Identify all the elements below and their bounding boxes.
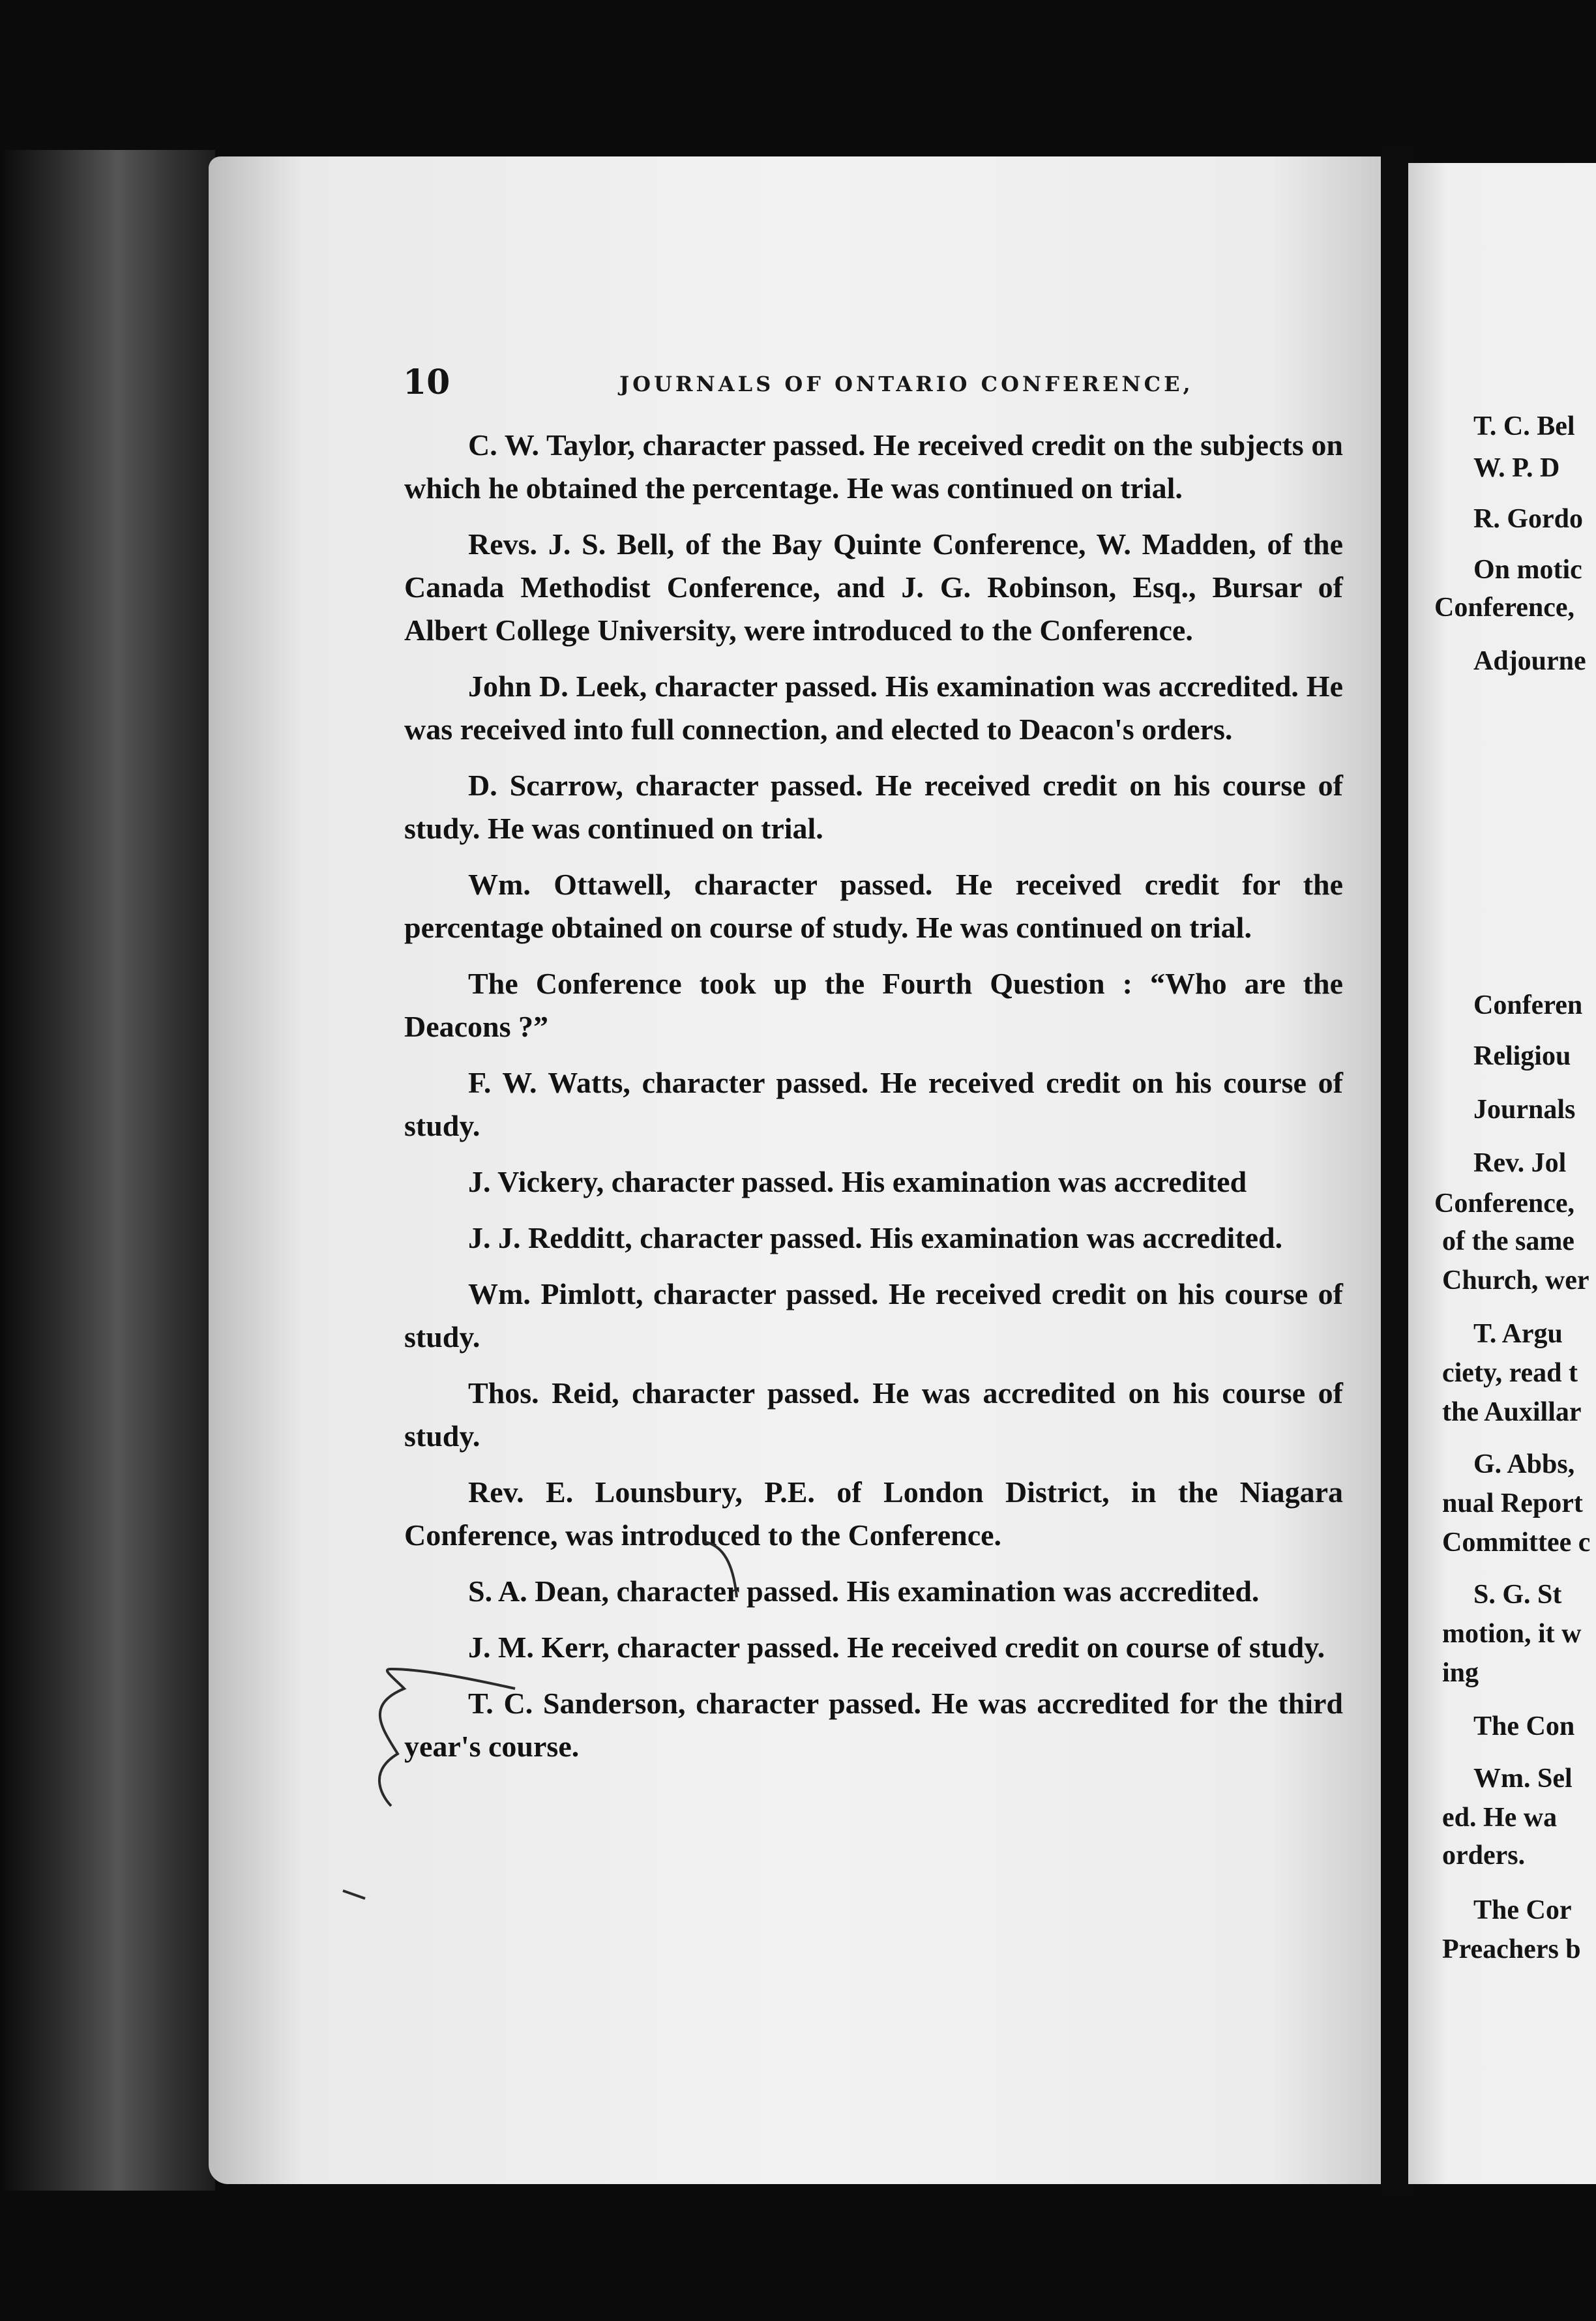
right-fragment: of the same — [1442, 1226, 1574, 1256]
right-fragment: R. Gordo — [1473, 504, 1583, 534]
right-fragment: ed. He wa — [1442, 1803, 1558, 1833]
paragraph: T. C. Sanderson, character passed. He was accredited for the third year's course. — [404, 1687, 1343, 1763]
right-fragment: G. Abbs, — [1473, 1449, 1575, 1479]
paragraph: J. M. Kerr, character passed. He received credit on course of study. — [468, 1631, 1325, 1664]
paragraph: S. A. Dean, character passed. His examination was accredited. — [468, 1574, 1260, 1608]
paragraph: D. Scarrow, character passed. He received credit on his course of study. He was continued on trial. — [404, 769, 1343, 845]
paragraph: The Conference took up the Fourth Question : “Who are the Deacons ?” — [404, 967, 1343, 1043]
running-header: JOURNALS OF ONTARIO CONFERENCE, — [619, 372, 1194, 396]
right-fragment: The Cor — [1473, 1895, 1572, 1925]
right-fragment: Conference, — [1434, 1189, 1574, 1219]
right-fragment: Preachers b — [1442, 1934, 1581, 1964]
book-spine — [0, 150, 215, 2191]
page-number: 10 — [403, 362, 451, 402]
right-fragment: On motic — [1473, 555, 1582, 585]
right-fragment: Church, wer — [1442, 1265, 1589, 1295]
paragraph: Wm. Pimlott, character passed. He received credit on his course of study. — [404, 1277, 1343, 1353]
paragraph: C. W. Taylor, character passed. He received credit on the subjects on which he obtained the percentage. He was continued on trial. — [404, 428, 1343, 505]
right-fragment: Adjourne — [1473, 646, 1586, 676]
page-gutter — [1381, 143, 1412, 2197]
right-fragment: orders. — [1442, 1841, 1526, 1870]
paragraph: Wm. Ottawell, character passed. He received credit for the percentage obtained on course of study. He was continued on trial. — [404, 868, 1343, 944]
paragraph: Thos. Reid, character passed. He was accredited on his course of study. — [404, 1376, 1343, 1453]
right-page-column — [1434, 411, 1596, 2158]
right-fragment: nual Report — [1442, 1488, 1583, 1518]
right-fragment: S. G. St — [1473, 1580, 1562, 1610]
paragraph: J. Vickery, character passed. His examination was accredited — [468, 1165, 1247, 1198]
right-fragment: ing — [1442, 1658, 1479, 1688]
right-fragment: the Auxillar — [1442, 1397, 1582, 1427]
page-body — [404, 424, 1343, 1781]
paragraph: John D. Leek, character passed. His examination was accredited. He was received into full connection, and elected to Deacon's orders. — [404, 670, 1343, 746]
paragraph: F. W. Watts, character passed. He received credit on his course of study. — [404, 1066, 1343, 1142]
right-fragment: The Con — [1473, 1711, 1575, 1741]
right-fragment: Rev. Jol — [1473, 1148, 1567, 1178]
right-fragment: Conference, — [1434, 593, 1574, 623]
right-fragment: Religiou — [1473, 1041, 1571, 1071]
right-fragment: ciety, read t — [1442, 1358, 1578, 1388]
right-fragment: motion, it w — [1442, 1619, 1582, 1649]
paragraph: Rev. E. Lounsbury, P.E. of London District, in the Niagara Conference, was introduced to the Conference. — [404, 1475, 1343, 1552]
right-fragment: Journals — [1473, 1095, 1576, 1125]
right-fragment: Committee c — [1442, 1528, 1591, 1558]
right-fragment: T. C. Bel — [1473, 411, 1575, 441]
right-fragment: Conferen — [1473, 990, 1583, 1020]
right-fragment: W. P. D — [1473, 453, 1560, 483]
right-fragment: T. Argu — [1473, 1319, 1563, 1349]
paragraph: J. J. Redditt, character passed. His examination was accredited. — [468, 1221, 1283, 1254]
paragraph: Revs. J. S. Bell, of the Bay Quinte Conference, W. Madden, of the Canada Methodist Conference, and J. G. Robinson, Esq., Bursar of Albert College University, were introduced to the Conference. — [404, 527, 1343, 647]
right-fragment: Wm. Sel — [1473, 1764, 1573, 1794]
